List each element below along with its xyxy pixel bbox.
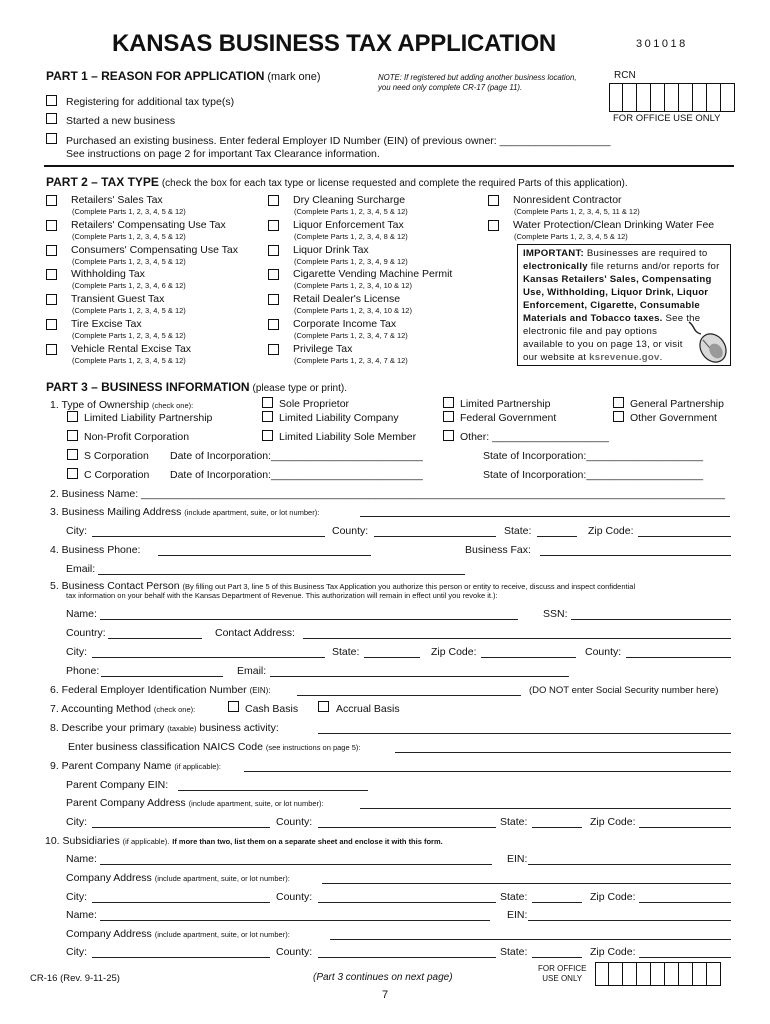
tax-type-col2-label-3: Cigarette Vending Machine Permit (293, 268, 453, 281)
contact-state-input[interactable] (364, 647, 420, 658)
contact-county-label: County: (585, 646, 622, 658)
sub1-ein-label: EIN: (507, 853, 528, 865)
business-name-field[interactable]: 2. Business Name: ____________________________________________________________________________________________________ (50, 488, 725, 500)
sub1-name-label: Name: (66, 853, 97, 865)
page-number: 7 (382, 989, 389, 1001)
sub1-zip-input[interactable] (639, 892, 731, 903)
tax-type-col2-label-4: Retail Dealer's License (293, 293, 401, 306)
tax-type-col2-parts-0: (Complete Parts 1, 2, 3, 4, 5 & 12) (294, 207, 408, 216)
parent-city-input[interactable] (92, 817, 270, 828)
tax-type-col1-label-5: Tire Excise Tax (71, 318, 142, 330)
tax-type-col1-parts-0: (Complete Parts 1, 2, 3, 4, 5 & 12) (72, 207, 186, 216)
own-lp-checkbox[interactable] (443, 397, 454, 408)
rcn-grid[interactable] (609, 83, 735, 112)
contact-phone-input[interactable] (101, 666, 223, 677)
part3-title: PART 3 – BUSINESS INFORMATION (please type or print). (46, 380, 347, 394)
mailing-address-label: 3. Business Mailing Address (include apartment, suite, or lot number): (50, 506, 320, 518)
tax-type-col2-checkbox-5[interactable] (268, 319, 279, 330)
business-fax-label: Business Fax: (465, 544, 531, 556)
contact-country-input[interactable] (108, 628, 202, 639)
scorp-state-field[interactable]: State of Incorporation:____________________ (483, 450, 704, 462)
own-llc-checkbox[interactable] (262, 411, 273, 422)
tax-type-col2-label-6: Privilege Tax (293, 342, 353, 355)
own-othergov-label: Other Government (630, 412, 717, 424)
reason-additional-label: Registering for additional tax type(s) (66, 96, 235, 108)
reason-additional-checkbox[interactable] (46, 95, 57, 106)
tax-type-col1-parts-2: (Complete Parts 1, 2, 3, 4, 5 & 12) (72, 256, 186, 266)
business-email-input[interactable] (98, 564, 465, 575)
ownership-label: 1. Type of Ownership (check one): (50, 399, 194, 411)
parent-name-input[interactable] (244, 761, 731, 772)
sub1-county-input[interactable] (318, 892, 496, 903)
ccorp-date-field[interactable]: Date of Incorporation:__________________________ (170, 469, 423, 481)
continues-note: (Part 3 continues on next page) (313, 972, 453, 983)
scorp-date-field[interactable]: Date of Incorporation:__________________________ (170, 450, 423, 462)
sub2-county-input[interactable] (318, 947, 496, 958)
tax-type-col1-label-4: Transient Guest Tax (71, 293, 165, 306)
sub2-city-label: City: (66, 946, 87, 958)
parent-city-label: City: (66, 816, 87, 828)
tax-type-col1-checkbox-5[interactable] (46, 319, 57, 330)
tax-type-col2-checkbox-3[interactable] (268, 269, 279, 280)
tax-type-col1-checkbox-1[interactable] (46, 220, 57, 231)
tax-type-col1-label-3: Withholding Tax (71, 268, 145, 281)
part1-note: NOTE: If registered but adding another business location, you need only complete CR-17 (page 11). (378, 73, 577, 92)
contact-email-input[interactable] (270, 666, 569, 677)
contact-email-label: Email: (237, 665, 267, 677)
reason-new-business-checkbox[interactable] (46, 113, 57, 124)
contact-person-note: tax information on your behalf with the Kansas Department of Revenue. This authorization will remain in effect until you revoke it.): (66, 591, 498, 600)
business-phone-label: 4. Business Phone: (50, 544, 141, 556)
subsidiaries-label: 10. Subsidiaries (if applicable). If more than two, list them on a separate sheet and enclose it with this form. (45, 835, 443, 847)
tax-type-col2-parts-2: (Complete Parts 1, 2, 3, 4, 9 & 12) (294, 256, 408, 266)
contact-person-label: 5. Business Contact Person (By filling out Part 3, line 5 of this Business Tax Application you authorize this person or entity to receive, discuss and inspect confidential (50, 580, 636, 592)
contact-zip-label: Zip Code: (431, 646, 477, 658)
mouse-icon (685, 318, 729, 364)
tax-type-col2-label-1: Liquor Enforcement Tax (293, 218, 404, 231)
parent-ein-input[interactable] (178, 780, 368, 791)
tax-type-col2-checkbox-2[interactable] (268, 245, 279, 256)
tax-clearance-note: See instructions on page 2 for important Tax Clearance information. (66, 148, 380, 160)
contact-name-label: Name: (66, 608, 97, 620)
sub1-ein-input[interactable] (528, 854, 731, 865)
tax-type-col1-parts-6: (Complete Parts 1, 2, 3, 4, 5 & 12) (72, 355, 186, 365)
office-use-label: FOR OFFICE USE ONLY (613, 113, 721, 124)
sub1-city-input[interactable] (92, 892, 270, 903)
own-fed-label: Federal Government (460, 412, 557, 424)
reason-purchased-checkbox[interactable] (46, 133, 57, 144)
tax-type-col3-parts-0: (Complete Parts 1, 2, 3, 4, 5, 11 & 12) (514, 207, 640, 216)
contact-country-label: Country: (66, 627, 106, 639)
form-code: 301018 (636, 38, 688, 50)
tax-type-col1-checkbox-3[interactable] (46, 269, 57, 280)
mailing-state-label: State: (504, 525, 532, 537)
form-title: KANSAS BUSINESS TAX APPLICATION (112, 30, 557, 57)
tax-type-col2-label-2: Liquor Drink Tax (293, 243, 369, 256)
tax-type-col2-parts-1: (Complete Parts 1, 2, 3, 4, 8 & 12) (294, 231, 408, 241)
sub2-county-label: County: (276, 946, 313, 958)
parent-address-label: Parent Company Address (include apartment, suite, or lot number): (66, 797, 324, 809)
sub1-state-label: State: (500, 891, 528, 903)
own-scorp-checkbox[interactable] (67, 449, 78, 460)
tax-type-col1-checkbox-0[interactable] (46, 195, 57, 206)
parent-zip-label: Zip Code: (590, 816, 636, 828)
activity-label: 8. Describe your primary (taxable) business activity: (50, 722, 279, 734)
own-gp-label: General Partnership (630, 398, 724, 410)
tax-type-col1-label-1: Retailers' Compensating Use Tax (71, 218, 226, 231)
parent-address-input[interactable] (360, 798, 731, 809)
tax-type-col1-checkbox-2[interactable] (46, 245, 57, 256)
contact-zip-input[interactable] (481, 647, 576, 658)
contact-county-input[interactable] (626, 647, 731, 658)
sub2-zip-label: Zip Code: (590, 946, 636, 958)
sub2-name-input[interactable] (100, 910, 490, 921)
contact-ssn-input[interactable] (571, 609, 731, 620)
part1-title: PART 1 – REASON FOR APPLICATION (mark one) (46, 69, 321, 83)
tax-type-col2-checkbox-4[interactable] (268, 294, 279, 305)
contact-address-label: Contact Address: (215, 627, 295, 639)
sub1-address-label: Company Address (include apartment, suite, or lot number): (66, 872, 290, 884)
tax-type-col3-checkbox-0[interactable] (488, 195, 499, 206)
own-llp-checkbox[interactable] (67, 411, 78, 422)
reason-new-business-label: Started a new business (66, 115, 176, 127)
own-sole-label: Sole Proprietor (279, 398, 350, 410)
sub2-state-input[interactable] (532, 947, 582, 958)
own-ccorp-checkbox[interactable] (67, 468, 78, 479)
sub2-ein-input[interactable] (528, 910, 731, 921)
parent-county-input[interactable] (318, 817, 496, 828)
mailing-zip-label: Zip Code: (588, 525, 634, 537)
own-gp-checkbox[interactable] (613, 397, 624, 408)
parent-zip-input[interactable] (639, 817, 731, 828)
reason-purchased-label: Purchased an existing business. Enter federal Employer ID Number (EIN) of previous owner: ___________________ (66, 135, 611, 147)
part2-title: PART 2 – TAX TYPE (check the box for each tax type or license requested and complete the required Parts of this application). (46, 175, 628, 189)
fein-label: 6. Federal Employer Identification Number (EIN): (50, 684, 271, 696)
sub1-county-label: County: (276, 891, 313, 903)
tax-type-col3-label-1: Water Protection/Clean Drinking Water Fee (513, 218, 715, 231)
cash-basis-label: Cash Basis (245, 703, 299, 715)
business-fax-input[interactable] (540, 545, 731, 556)
sub2-address-input[interactable] (330, 929, 731, 940)
sub2-zip-input[interactable] (639, 947, 731, 958)
footer-office-grid[interactable] (595, 962, 721, 986)
business-phone-input[interactable] (158, 545, 371, 556)
parent-state-input[interactable] (532, 817, 582, 828)
own-other-checkbox[interactable] (443, 430, 454, 441)
contact-city-input[interactable] (92, 647, 325, 658)
parent-state-label: State: (500, 816, 528, 828)
tax-type-col3-checkbox-1[interactable] (488, 220, 499, 231)
tax-type-col3-label-0: Nonresident Contractor (513, 194, 622, 206)
tax-type-col2-checkbox-1[interactable] (268, 220, 279, 231)
tax-type-col1-label-6: Vehicle Rental Excise Tax (71, 342, 192, 355)
mailing-address-input[interactable] (360, 506, 730, 517)
website-link[interactable]: ksrevenue.gov (589, 352, 660, 363)
own-other-field[interactable]: Other: ____________________ (460, 431, 609, 443)
naics-label: Enter business classification NAICS Code (see instructions on page 5): (68, 741, 361, 753)
sub1-city-label: City: (66, 891, 87, 903)
own-ccorp-label: C Corporation (84, 469, 150, 481)
tax-type-col1-parts-1: (Complete Parts 1, 2, 3, 4, 5 & 12) (72, 231, 186, 241)
business-email-label: Email: (66, 563, 96, 575)
divider (44, 165, 734, 167)
own-llp-label: Limited Liability Partnership (84, 412, 213, 424)
form-number: CR-16 (Rev. 9-11-25) (30, 973, 120, 984)
sub2-name-label: Name: (66, 909, 97, 921)
footer-office-use: FOR OFFICE USE ONLY (538, 964, 587, 983)
own-nonprofit-label: Non-Profit Corporation (84, 431, 190, 443)
own-llcsole-checkbox[interactable] (262, 430, 273, 441)
tax-type-col3-parts-1: (Complete Parts 1, 2, 3, 4, 5 & 12) (514, 231, 628, 241)
accrual-basis-checkbox[interactable] (318, 701, 329, 712)
own-fed-checkbox[interactable] (443, 411, 454, 422)
own-llc-label: Limited Liability Company (279, 412, 399, 424)
mailing-zip-input[interactable] (638, 526, 731, 537)
tax-type-col2-parts-4: (Complete Parts 1, 2, 3, 4, 10 & 12) (294, 306, 412, 316)
cash-basis-checkbox[interactable] (228, 701, 239, 712)
sub1-address-input[interactable] (322, 873, 731, 884)
rcn-label: RCN (614, 70, 636, 81)
own-nonprofit-checkbox[interactable] (67, 430, 78, 441)
parent-ein-label: Parent Company EIN: (66, 779, 169, 791)
tax-type-col1-checkbox-4[interactable] (46, 294, 57, 305)
mailing-city-input[interactable] (92, 526, 325, 537)
mailing-city-label: City: (66, 525, 87, 537)
important-text: IMPORTANT: Businesses are required to electronically file returns and/or reports for Kansas Retailers' Sales, Compensating Use, Withholding, Liquor Drink, Liquor Enforcement, Cigarette, Consumable Materials and Tobacco taxes. See the electronic file and pay options available to you on page 13, or visit our website at ksrevenue.gov. (523, 248, 720, 363)
tax-type-col2-label-0: Dry Cleaning Surcharge (293, 194, 406, 206)
contact-phone-label: Phone: (66, 665, 100, 677)
own-llcsole-label: Limited Liability Sole Member (279, 431, 417, 443)
sub2-ein-label: EIN: (507, 909, 528, 921)
sub2-address-label: Company Address (include apartment, suite, or lot number): (66, 928, 290, 940)
tax-type-col2-parts-3: (Complete Parts 1, 2, 3, 4, 10 & 12) (294, 281, 412, 291)
sub1-zip-label: Zip Code: (590, 891, 636, 903)
tax-type-col1-label-0: Retailers' Sales Tax (71, 194, 163, 206)
sub1-state-input[interactable] (532, 892, 582, 903)
mailing-state-input[interactable] (537, 526, 577, 537)
own-lp-label: Limited Partnership (460, 398, 551, 410)
sub2-city-input[interactable] (92, 947, 270, 958)
tax-type-col2-parts-6: (Complete Parts 1, 2, 3, 4, 7 & 12) (294, 355, 408, 365)
mailing-county-label: County: (332, 525, 369, 537)
parent-county-label: County: (276, 816, 313, 828)
accrual-basis-label: Accrual Basis (336, 703, 400, 715)
tax-type-col1-label-2: Consumers' Compensating Use Tax (71, 243, 238, 256)
contact-city-label: City: (66, 646, 87, 658)
contact-address-input[interactable] (303, 628, 731, 639)
tax-type-col2-label-5: Corporate Income Tax (293, 318, 397, 330)
naics-input[interactable] (395, 742, 731, 753)
own-sole-checkbox[interactable] (262, 397, 273, 408)
tax-type-col2-checkbox-6[interactable] (268, 344, 279, 355)
tax-type-col2-parts-5: (Complete Parts 1, 2, 3, 4, 7 & 12) (294, 331, 408, 340)
fein-input[interactable] (297, 685, 521, 696)
accounting-method-label: 7. Accounting Method (check one): (50, 703, 196, 715)
tax-type-col1-parts-5: (Complete Parts 1, 2, 3, 4, 5 & 12) (72, 331, 186, 340)
tax-type-col1-parts-4: (Complete Parts 1, 2, 3, 4, 5 & 12) (72, 306, 186, 316)
contact-name-input[interactable] (100, 609, 518, 620)
sub1-name-input[interactable] (100, 854, 492, 865)
mailing-county-input[interactable] (374, 526, 496, 537)
activity-input[interactable] (318, 723, 731, 734)
contact-state-label: State: (332, 646, 360, 658)
contact-ssn-label: SSN: (543, 608, 568, 620)
sub2-state-label: State: (500, 946, 528, 958)
tax-type-col1-parts-3: (Complete Parts 1, 2, 3, 4, 6 & 12) (72, 281, 186, 291)
tax-type-col1-checkbox-6[interactable] (46, 344, 57, 355)
own-scorp-label: S Corporation (84, 450, 149, 462)
own-othergov-checkbox[interactable] (613, 411, 624, 422)
fein-warning: (DO NOT enter Social Security number here) (529, 685, 719, 696)
ccorp-state-field[interactable]: State of Incorporation:____________________ (483, 469, 704, 481)
parent-name-label: 9. Parent Company Name (if applicable): (50, 760, 222, 772)
tax-type-col2-checkbox-0[interactable] (268, 195, 279, 206)
